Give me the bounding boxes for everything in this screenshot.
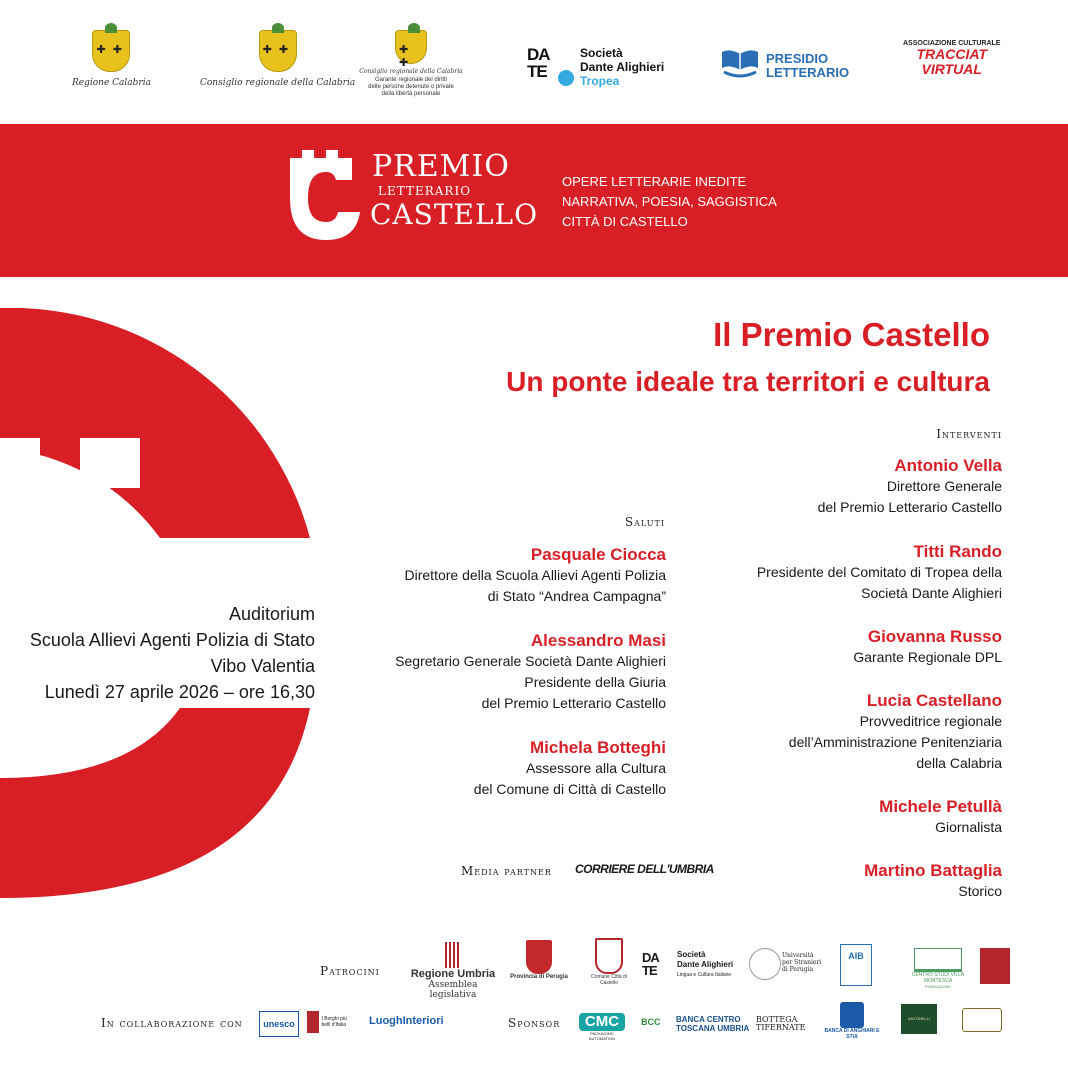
- page-title: Il Premio Castello: [713, 316, 990, 353]
- logo-aib: AIB: [840, 944, 872, 986]
- logo-garante-calabria: ✚ ✚ Consiglio regionale della Calabria Garante regionale dei diritti delle persone detenute o private della libertà personale: [368, 30, 454, 110]
- logo-presidio-letterario: PRESIDIO LETTERARIO: [766, 51, 850, 80]
- collaborazione-label: In collaborazione con: [101, 1016, 243, 1030]
- logo-luoghi-interiori: LuoghInteriori: [369, 1015, 444, 1027]
- castello-c-logo-icon: [290, 150, 360, 240]
- speaker-saluti-1: Pasquale Ciocca Direttore della Scuola Allievi Agenti Polizia di Stato “Andrea Campagna”: [404, 545, 666, 604]
- event-venue: Auditorium Scuola Allievi Agenti Polizia di Stato Vibo Valentia Lunedì 27 aprile 2026 – ore 16,30: [29, 604, 315, 702]
- unistra-seal-icon: [749, 948, 781, 980]
- calabria-crest-icon: [395, 30, 427, 64]
- banca-anghiari-emblem-icon: [840, 1002, 864, 1028]
- umbria-candles-icon: [445, 942, 461, 968]
- logo-bottega-tifernate: BOTTEGA TIFERNATE: [756, 1015, 806, 1032]
- open-book-hands-icon: [720, 46, 760, 80]
- logo-regione-calabria: ✚ ✚ Regione Calabria: [72, 30, 151, 110]
- perugia-griffin-crest-icon: [526, 940, 552, 974]
- borghi-emblem-icon: [307, 1011, 319, 1033]
- page-subtitle: Un ponte ideale tra territori e cultura: [506, 366, 990, 397]
- logo-comune-citta-castello: Comune Città di Castello: [586, 938, 632, 986]
- premio-letterario: LETTERARIO: [378, 184, 472, 198]
- logo-antonelli: ANTONELLI: [901, 1004, 937, 1034]
- speaker-interventi-2: Titti Rando Presidente del Comitato di Tropea della Società Dante Alighieri: [756, 542, 1002, 601]
- premio-castello: CASTELLO: [370, 198, 539, 231]
- logo-banca-anghiari: BANCA DI ANGHIARI E STIA: [820, 1002, 884, 1040]
- logo-dante-tropea: Società Dante Alighieri Tropea: [580, 46, 665, 88]
- dante-dot-icon: [558, 70, 574, 86]
- speaker-interventi-3: Giovanna Russo Garante Regionale DPL: [853, 627, 1002, 665]
- speaker-saluti-3: Michela Botteghi Assessore alla Cultura del Comune di Città di Castello: [473, 738, 666, 797]
- calabria-crest-icon: [259, 30, 297, 72]
- dante-monogram-small-icon: DA TE: [642, 950, 659, 978]
- premio-title: PREMIO: [372, 149, 510, 184]
- logo-corriere-umbria: CORRIERE DELL'UMBRIA: [575, 862, 714, 876]
- citta-castello-crest-icon: [595, 938, 623, 974]
- sponsor-label: Sponsor: [508, 1016, 561, 1030]
- logo-tracciati-virtuali: ASSOCIAZIONE CULTURALE TRACCIAT VIRTUAL: [903, 40, 1001, 77]
- speaker-interventi-4: Lucia Castellano Provveditrice regionale dell’Amministrazione Penitenziaria della Calabria: [788, 691, 1002, 771]
- heraldic-crest-icon: [980, 948, 1010, 984]
- logo-consiglio-calabria: ✚ ✚ Consiglio regionale della Calabria: [200, 30, 355, 110]
- speaker-saluti-2: Alessandro Masi Segretario Generale Società Dante Alighieri Presidente della Giuria del Premio Letterario Castello: [395, 631, 666, 711]
- logo-unistra-perugia: Università per Stranieri di Perugia: [782, 952, 822, 973]
- bcc-tag: BCC: [641, 1017, 661, 1027]
- logo-borghi-piu-belli: I Borghi più belli d'Italia: [307, 1009, 357, 1035]
- saluti-label: Saluti: [624, 515, 665, 529]
- interventi-label: Interventi: [936, 427, 1002, 441]
- villa-building-icon: [914, 948, 962, 972]
- speaker-interventi-6: Martino Battaglia Storico: [864, 861, 1002, 899]
- dante-monogram-icon: DA TE: [527, 45, 550, 81]
- logo-banca-centro: BANCA CENTRO TOSCANA UMBRIA: [676, 1015, 750, 1033]
- logo-unesco: unesco: [259, 1011, 299, 1037]
- winery-label-icon: [962, 1008, 1002, 1032]
- calabria-crest-icon: [92, 30, 130, 72]
- logo-regione-umbria: Regione Umbria Assemblea legislativa: [407, 942, 499, 1000]
- speaker-interventi-5: Michele Petullà Giornalista: [879, 797, 1002, 835]
- band-description: OPERE LETTERARIE INEDITE NARRATIVA, POESIA, SAGGISTICA CITTÀ DI CASTELLO: [562, 174, 777, 229]
- logo-provincia-perugia: Provincia di Perugia: [510, 940, 568, 980]
- logo-cmc: CMC PACKAGING AUTOMATION: [579, 1013, 625, 1041]
- patrocini-label: Patrocini: [320, 964, 380, 978]
- logo-villa-montesca: CENTRO STUDI VILLA MONTESCA FONDAZIONE: [898, 948, 978, 989]
- media-partner-label: Media partner: [461, 864, 552, 878]
- logo-dante-patrocinio: Società Dante Alighieri Lingua e Cultura Italiane: [677, 950, 734, 978]
- speaker-interventi-1: Antonio Vella Direttore Generale del Premio Letterario Castello: [817, 456, 1002, 515]
